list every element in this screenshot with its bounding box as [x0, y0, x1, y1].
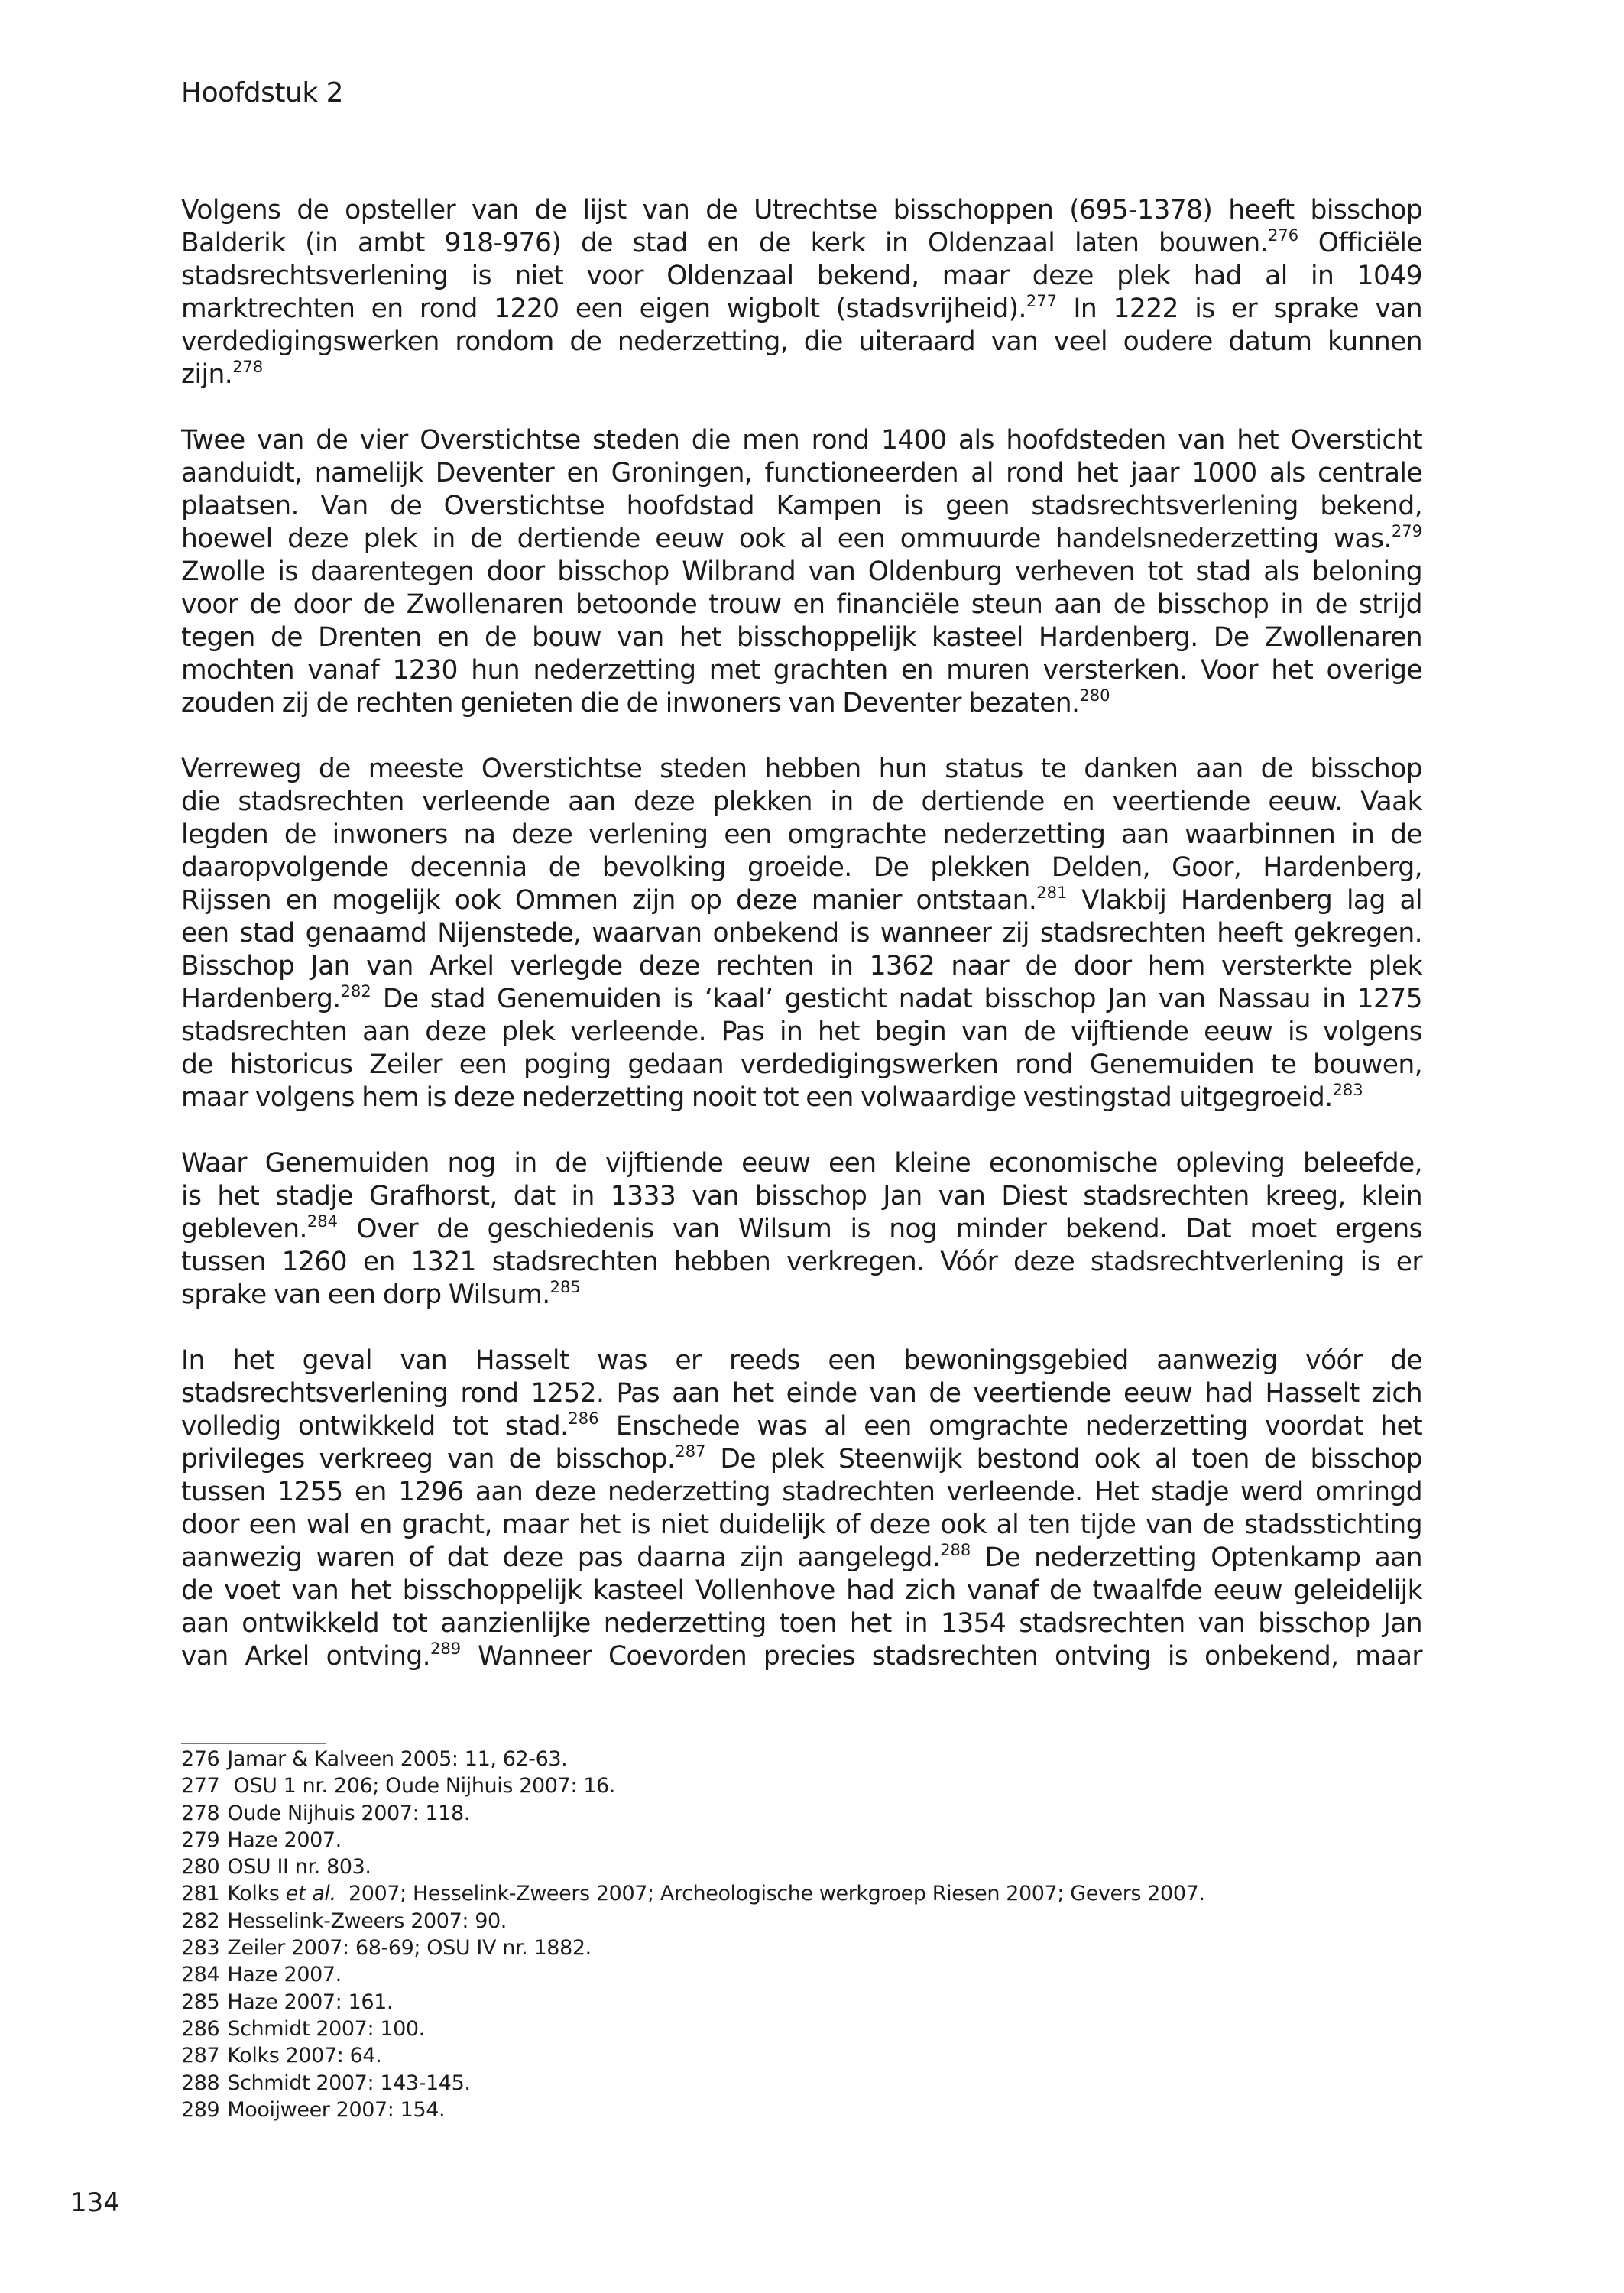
footnote-text — [227, 1936, 591, 1960]
footnote-text-run: Kolks — [227, 1882, 286, 1906]
text-run: tegen de Drenten en de bouw van het bisschoppelijk kasteel Hardenberg. De Zwollenaren — [181, 622, 1422, 653]
footnote-text-run: OSU 1 nr. 206; Oude Nijhuis 2007: 16. — [227, 1774, 615, 1798]
footnote — [181, 1854, 1205, 1880]
footnote-text-run: Haze 2007. — [227, 1963, 342, 1987]
text-run: stadsrechtsverlening rond 1252. Pas aan het einde van de veertiende eeuw had Hasselt zich — [181, 1378, 1422, 1409]
footnote — [181, 2070, 1205, 2097]
footnote-text — [227, 1909, 507, 1933]
text-run: In 1222 is er sprake van — [1057, 294, 1422, 324]
text-run: Waar Genemuiden nog in de vijftiende eeuw een kleine economische opleving beleefde, — [181, 1148, 1422, 1179]
footnote-text-run: Mooijweer 2007: 154. — [227, 2097, 446, 2122]
footnote-text-run: Jamar & Kalveen 2005: 11, 62-63. — [227, 1747, 568, 1771]
text-run: hoewel deze plek in de dertiende eeuw ook al een ommuurde handelsnederzetting was. — [181, 524, 1392, 554]
footnote — [181, 1989, 1205, 2016]
text-run: Verreweg de meeste Overstichtse steden hebben hun status te danken aan de bisschop — [181, 754, 1422, 784]
text-line — [181, 326, 1422, 358]
text-line — [181, 654, 1422, 687]
text-run: legden de inwoners na deze verlening een omgrachte nederzetting aan waarbinnen in de — [181, 819, 1422, 850]
footnote-reference[interactable]: 278 — [232, 358, 264, 376]
footnote-text-run: Schmidt 2007: 100. — [227, 2016, 425, 2041]
text-line — [181, 1377, 1422, 1410]
footnote-reference[interactable]: 284 — [306, 1212, 339, 1231]
text-line — [181, 227, 1422, 260]
footnote-number: 287 — [181, 2044, 220, 2068]
footnote-number: 280 — [181, 1855, 220, 1879]
text-run: sprake van een dorp Wilsum. — [181, 1279, 550, 1310]
text-line — [181, 819, 1422, 851]
footnote-reference[interactable]: 281 — [1036, 884, 1068, 902]
footnote-separator — [181, 1743, 326, 1744]
text-run: Officiële — [1298, 228, 1422, 258]
text-line — [181, 1542, 1422, 1575]
text-run: is het stadje Grafhorst, dat in 1333 van bisschop Jan van Diest stadsrechten kreeg, klein — [181, 1181, 1422, 1211]
footnote-reference[interactable]: 287 — [675, 1442, 706, 1461]
text-line — [181, 194, 1422, 227]
text-run: de voet van het bisschoppelijk kasteel Vollenhove had zich vanaf de twaalfde eeuw geleidelijk — [181, 1575, 1422, 1606]
text-line — [181, 1575, 1422, 1607]
footnote-number: 284 — [181, 1963, 220, 1987]
text-line — [181, 917, 1422, 950]
text-run: Rijssen en mogelijk ook Ommen zijn op deze manier ontstaan. — [181, 885, 1037, 916]
footnote-text — [227, 1855, 371, 1879]
text-run: Enschede was al een omgrachte nederzetting voordat het — [598, 1411, 1422, 1442]
text-line — [181, 1410, 1422, 1443]
footnote-text — [227, 1828, 342, 1852]
footnote-number: 278 — [181, 1801, 220, 1825]
footnote-number: 288 — [181, 2071, 220, 2095]
footnote-text — [227, 2098, 445, 2122]
text-run: zijn. — [181, 359, 233, 390]
text-run: mochten vanaf 1230 hun nederzetting met grachten en muren versterken. Voor het overige — [181, 655, 1422, 686]
text-run: zouden zij de rechten genieten die de inwoners van Deventer bezaten. — [181, 688, 1080, 718]
footnote-text — [227, 1963, 342, 1987]
text-line — [181, 1476, 1422, 1509]
text-line — [181, 1180, 1422, 1213]
footnote-number: 283 — [181, 1936, 220, 1961]
footnote-text — [227, 1802, 470, 1825]
footnote-text-run: Hesselink-Zweers 2007: 90. — [227, 1909, 507, 1933]
footnote-reference[interactable]: 279 — [1391, 522, 1422, 540]
text-line — [181, 1509, 1422, 1542]
text-run: tussen 1255 en 1296 aan deze nederzetting stadrechten verleende. Het stadje werd omringd — [181, 1477, 1422, 1507]
text-line — [181, 260, 1422, 293]
text-line — [181, 1016, 1422, 1049]
text-line — [181, 490, 1422, 523]
footnote-number: 276 — [181, 1747, 220, 1771]
text-run: daaropvolgende decennia de bevolking groeide. De plekken Delden, Goor, Hardenberg, — [181, 852, 1422, 883]
footnote-text — [227, 1990, 393, 2014]
text-run: Wanneer Coevorden precies stadsrechten ontving is onbekend, maar — [461, 1641, 1422, 1672]
footnote — [181, 1800, 1205, 1827]
text-run: volledig ontwikkeld tot stad. — [181, 1411, 569, 1442]
footnote — [181, 1880, 1205, 1907]
text-line — [181, 851, 1422, 884]
paragraph — [181, 753, 1422, 1114]
text-run: marktrechten en rond 1220 een eigen wigbolt (stadsvrijheid). — [181, 294, 1026, 324]
text-line — [181, 950, 1422, 983]
footnote — [181, 1908, 1205, 1935]
footnote-number: 281 — [181, 1882, 220, 1906]
footnote-reference[interactable]: 280 — [1079, 686, 1110, 705]
text-line — [181, 523, 1422, 556]
text-line — [181, 786, 1422, 819]
text-run: aan ontwikkeld tot aanzienlijke nederzetting toen het in 1354 stadsrechten van bisschop Jan — [181, 1608, 1422, 1639]
footnote-text — [227, 2071, 470, 2095]
text-line — [181, 687, 1422, 720]
footnote-text — [227, 2017, 425, 2041]
footnote-number: 282 — [181, 1909, 220, 1933]
footnote-reference[interactable]: 277 — [1026, 292, 1058, 310]
text-line — [181, 1082, 1422, 1114]
paragraph — [181, 1344, 1422, 1673]
text-line — [181, 1213, 1422, 1246]
text-line — [181, 1607, 1422, 1640]
text-line — [181, 1640, 1422, 1673]
paragraph — [181, 424, 1422, 720]
text-line — [181, 358, 1422, 391]
text-run: De nederzetting Optenkamp aan — [971, 1542, 1422, 1573]
footnote-text-run: OSU II nr. 803. — [227, 1855, 371, 1879]
text-run: privileges verkreeg van de bisschop. — [181, 1444, 676, 1474]
text-run: door een wal en gracht, maar het is niet duidelijk of deze ook al ten tijde van de stadsstichting — [181, 1510, 1422, 1540]
text-run: Zwolle is daarentegen door bisschop Wilbrand van Oldenburg verheven tot stad als beloning — [181, 556, 1422, 587]
body-text — [181, 194, 1422, 1706]
footnote-text-run: Haze 2007: 161. — [227, 1990, 394, 2014]
footnote-number: 285 — [181, 1990, 220, 2014]
text-run: Volgens de opsteller van de lijst van de Utrechtse bisschoppen (695-1378) heeft bisschop — [181, 195, 1422, 225]
footnote-reference[interactable]: 288 — [940, 1541, 971, 1559]
text-run: aanduidt, namelijk Deventer en Groningen, functioneerden al rond het jaar 1000 als centrale — [181, 458, 1422, 488]
text-run: tussen 1260 en 1321 stadsrechten hebben verkregen. Vóór deze stadsrechtverlening is er — [181, 1247, 1422, 1277]
footnote-text-run: 2007; Hesselink-Zweers 2007; Archeologische werkgroep Riesen 2007; Gevers 2007. — [335, 1882, 1205, 1906]
footnote — [181, 1746, 1205, 1772]
text-run: De plek Steenwijk bestond ook al toen de bisschop — [705, 1444, 1422, 1474]
footnote-text-run: Oude Nijhuis 2007: 118. — [227, 1801, 470, 1825]
footnote-number: 286 — [181, 2016, 220, 2041]
text-run: Vlakbij Hardenberg lag al — [1067, 885, 1423, 916]
paragraph — [181, 194, 1422, 391]
footnote-text — [227, 1882, 1204, 1905]
footnote-text-run: Schmidt 2007: 143-145. — [227, 2071, 471, 2095]
text-run: Over de geschiedenis van Wilsum is nog minder bekend. Dat moet ergens — [338, 1214, 1422, 1244]
footnotes — [181, 1746, 1205, 2123]
footnote-number: 289 — [181, 2097, 220, 2122]
page-number: 134 — [70, 2188, 120, 2218]
footnote-reference[interactable]: 286 — [568, 1409, 599, 1428]
text-run: Bisschop Jan van Arkel verlegde deze rechten in 1362 naar de door hem versterkte plek — [181, 951, 1422, 981]
text-run: Hardenberg. — [181, 984, 341, 1014]
footnote-text-run: Zeiler 2007: 68-69; OSU IV nr. 1882. — [227, 1936, 592, 1961]
text-run: In het geval van Hasselt was er reeds een bewoningsgebied aanwezig vóór de — [181, 1345, 1422, 1376]
text-line — [181, 753, 1422, 786]
footnote-reference[interactable]: 289 — [430, 1639, 462, 1658]
footnote-reference[interactable]: 276 — [1267, 226, 1299, 245]
footnote-text-run: Kolks 2007: 64. — [227, 2044, 382, 2068]
text-run: aanwezig waren of dat deze pas daarna zijn aangelegd. — [181, 1542, 941, 1573]
text-line — [181, 293, 1422, 326]
text-line — [181, 457, 1422, 490]
text-line — [181, 1147, 1422, 1180]
text-run: voor de door de Zwollenaren betoonde trouw en financiële steun aan de bisschop in de strijd — [181, 589, 1422, 620]
text-line — [181, 1443, 1422, 1476]
text-line — [181, 621, 1422, 654]
footnote-number: 279 — [181, 1828, 220, 1852]
text-line — [181, 1344, 1422, 1377]
text-line — [181, 424, 1422, 457]
footnote-reference[interactable]: 285 — [549, 1278, 581, 1296]
paragraph — [181, 1147, 1422, 1312]
footnote — [181, 1827, 1205, 1854]
text-run: Twee van de vier Overstichtse steden die men rond 1400 als hoofdsteden van het Oversticht — [181, 425, 1422, 456]
text-line — [181, 1279, 1422, 1312]
text-run: de historicus Zeiler een poging gedaan verdedigingswerken rond Genemuiden te bouwen, — [181, 1049, 1422, 1080]
text-run: stadsrechtsverlening is niet voor Oldenzaal bekend, maar deze plek had al in 1049 — [181, 261, 1422, 291]
text-line — [181, 983, 1422, 1016]
footnote-number: 277 — [181, 1774, 220, 1798]
text-line — [181, 589, 1422, 621]
text-run: maar volgens hem is deze nederzetting nooit tot een volwaardige vestingstad uitgegroeid. — [181, 1082, 1333, 1113]
footnote-text-run: Haze 2007. — [227, 1828, 342, 1852]
text-run: gebleven. — [181, 1214, 307, 1244]
text-line — [181, 556, 1422, 589]
text-line — [181, 1049, 1422, 1082]
running-head: Hoofdstuk 2 — [181, 77, 344, 109]
footnote-italic: et al. — [285, 1882, 336, 1906]
text-run: verdedigingswerken rondom de nederzetting, die uiteraard van veel oudere datum kunnen — [181, 326, 1422, 357]
footnote-reference[interactable]: 283 — [1332, 1081, 1363, 1099]
footnote-reference[interactable]: 282 — [340, 982, 371, 1001]
text-line — [181, 884, 1422, 917]
footnote — [181, 1961, 1205, 1988]
text-run: een stad genaamd Nijenstede, waarvan onbekend is wanneer zij stadsrechten heeft gekregen. — [181, 918, 1422, 949]
footnote — [181, 2042, 1205, 2069]
footnote — [181, 1935, 1205, 1961]
text-run: Balderik (in ambt 918-976) de stad en de kerk in Oldenzaal laten bouwen. — [181, 228, 1268, 258]
footnote-text — [227, 1747, 567, 1771]
footnote — [181, 2097, 1205, 2123]
text-line — [181, 1246, 1422, 1279]
text-run: van Arkel ontving. — [181, 1641, 431, 1672]
text-run: stadsrechten aan deze plek verleende. Pas in het begin van de vijftiende eeuw is volgens — [181, 1017, 1422, 1047]
footnote — [181, 2016, 1205, 2042]
footnote — [181, 1772, 1205, 1799]
text-run: De stad Genemuiden is ‘kaal’ gesticht nadat bisschop Jan van Nassau in 1275 — [371, 984, 1422, 1014]
footnote-text — [227, 2044, 381, 2068]
text-run: die stadsrechten verleende aan deze plekken in de dertiende en veertiende eeuw. Vaak — [181, 786, 1422, 817]
footnote-text — [227, 1774, 615, 1798]
text-run: plaatsen. Van de Overstichtse hoofdstad Kampen is geen stadsrechtsverlening bekend, — [181, 491, 1422, 521]
